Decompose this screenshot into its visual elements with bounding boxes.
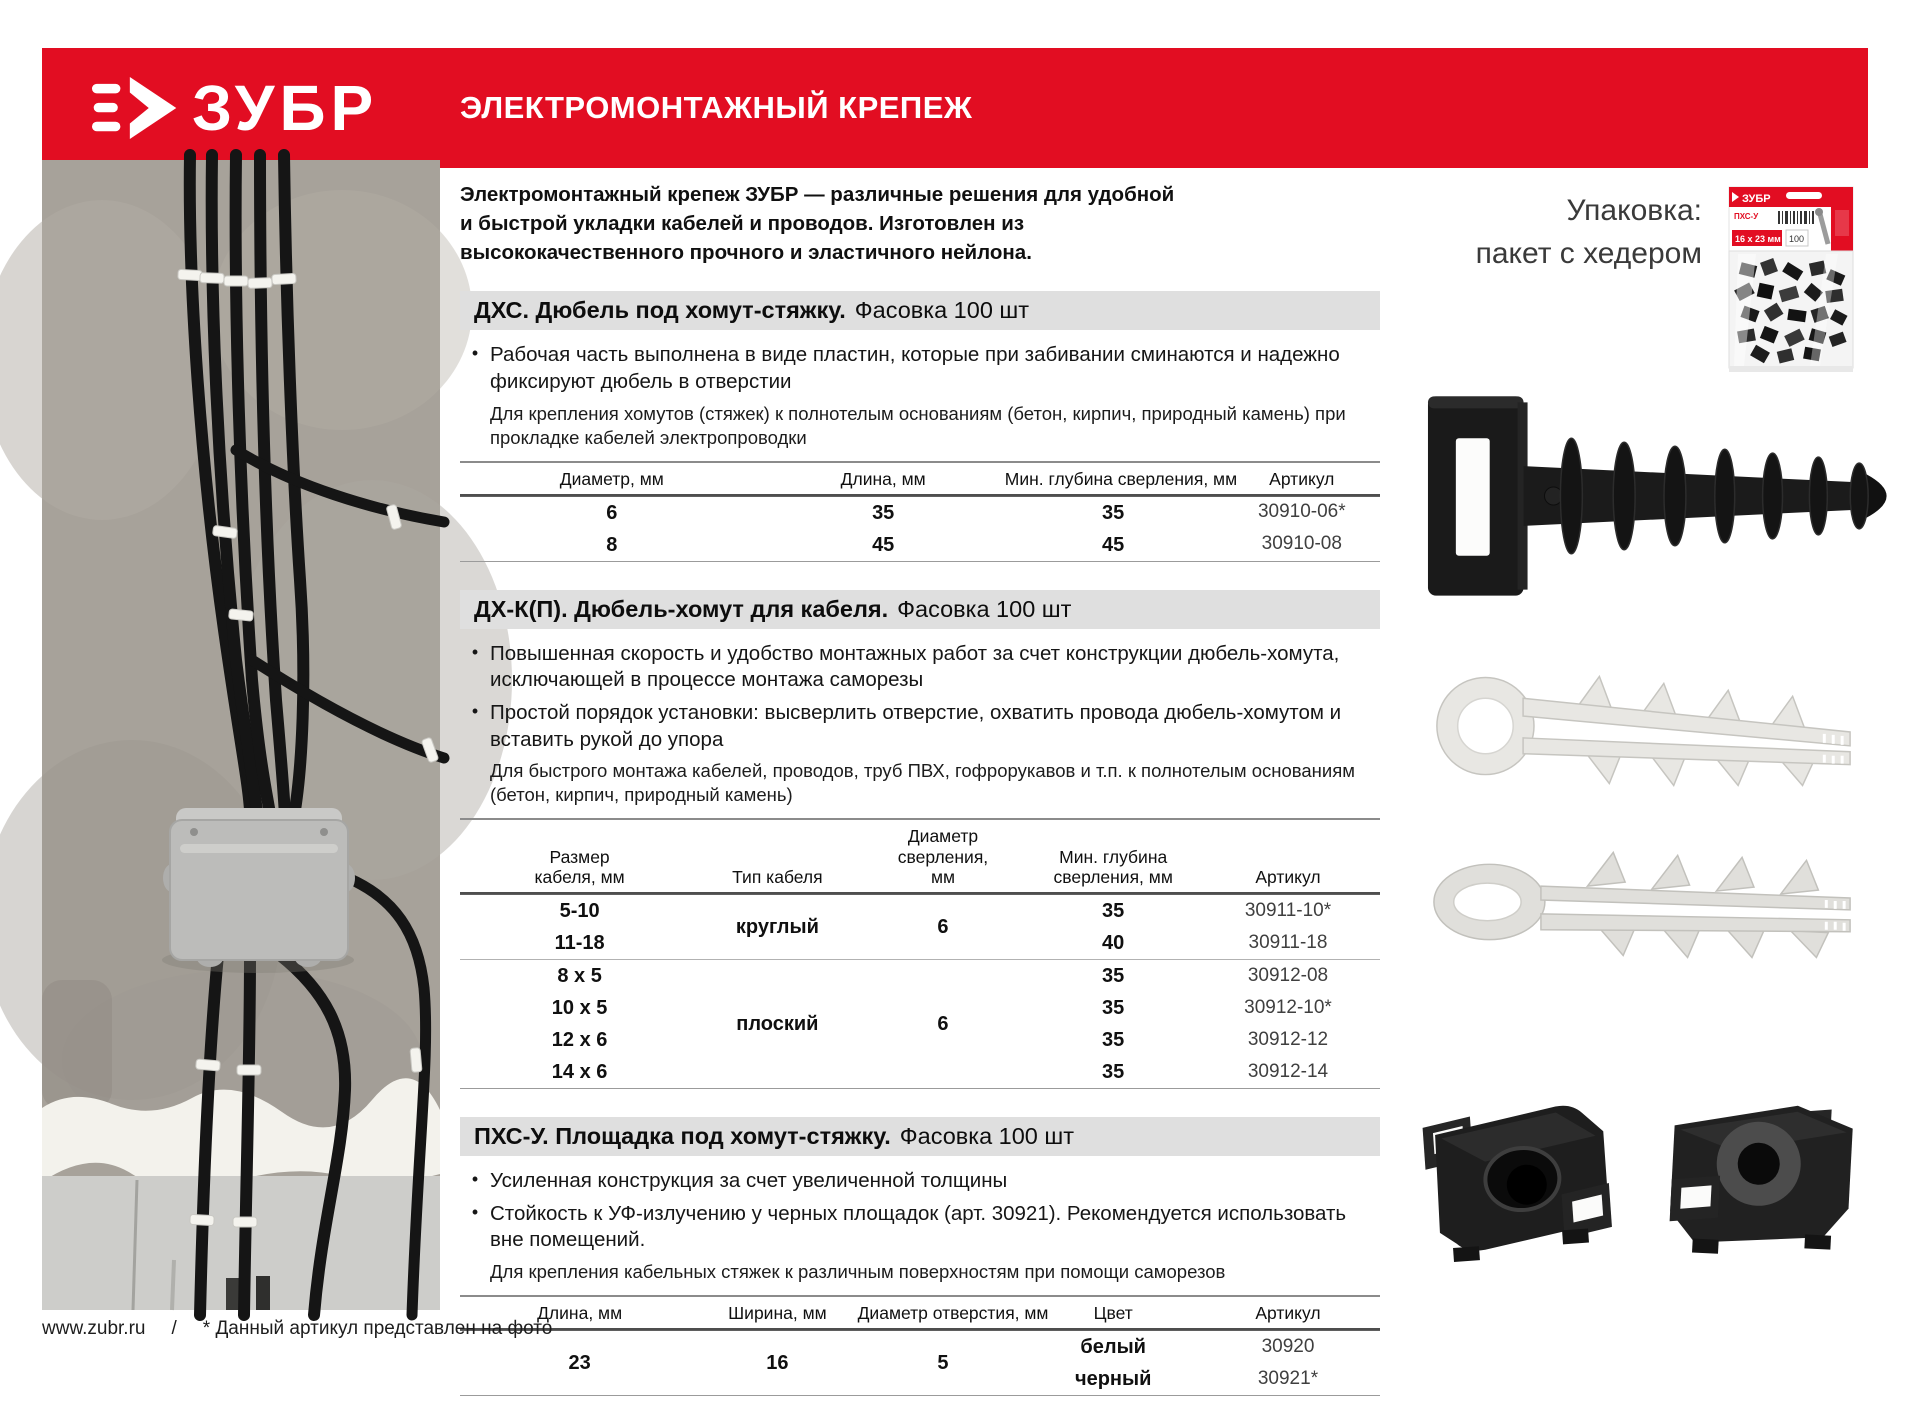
package-size: 16 х 23 мм bbox=[1735, 234, 1781, 244]
depth-cell: 45 bbox=[1003, 529, 1224, 562]
section-title-bar bbox=[460, 1117, 1380, 1156]
bullet-item: • Повышенная скорость и удобство монтажных работ за счет конструкции дюбель-хомута, исключающей в процессе монтажа саморезы bbox=[460, 641, 1380, 694]
brand-header bbox=[42, 48, 1868, 168]
section-subtitle: Фасовка 100 шт bbox=[899, 1122, 1075, 1149]
cable-type-cell: круглый bbox=[699, 894, 855, 959]
product-photo-phs-saddles bbox=[1400, 1082, 1872, 1272]
zubr-logo bbox=[92, 72, 378, 144]
brand-wordmark: ЗУБР bbox=[192, 72, 379, 144]
diameter-cell: 8 bbox=[460, 529, 764, 562]
size-cell: 14 х 6 bbox=[460, 1056, 699, 1089]
diameter-cell: 6 bbox=[460, 496, 764, 529]
depth-cell: 35 bbox=[1030, 959, 1196, 992]
product-photo-dhs-dowel bbox=[1420, 386, 1908, 606]
section-title: ДХС. Дюбель под хомут-стяжку. bbox=[474, 297, 846, 324]
column-header: Артикул bbox=[1224, 461, 1380, 496]
depth-cell: 35 bbox=[1102, 996, 1125, 1019]
package-count: 100 bbox=[1789, 234, 1805, 244]
package-photo bbox=[1728, 186, 1854, 376]
sku-cell: 30912-10* bbox=[1244, 996, 1332, 1018]
column-header: Мин. глубина сверления, мм bbox=[1030, 818, 1196, 893]
sku-cell: 30910-08 bbox=[1224, 529, 1380, 562]
table-header-row bbox=[460, 1295, 1380, 1330]
footer-separator: / bbox=[171, 1318, 177, 1339]
section-note: Для крепления кабельных стяжек к различным поверхностям при помощи саморезов bbox=[490, 1260, 1226, 1282]
sku-cell: 30912-14 bbox=[1196, 1056, 1380, 1089]
sku-cell: 30912-12 bbox=[1247, 1028, 1329, 1050]
depth-cell: 35 bbox=[1003, 496, 1224, 529]
section-subtitle: Фасовка 100 шт bbox=[897, 595, 1072, 622]
sku-cell: 30921* bbox=[1196, 1363, 1380, 1396]
column-header: Диаметр, мм bbox=[460, 461, 764, 496]
bullet-item: • Простой порядок установки: высверлить отверстие, охватить провода дюбель-хомутом и вставить рукой до упора bbox=[460, 700, 1380, 753]
column-header: Тип кабеля bbox=[699, 818, 855, 893]
size-cell: 10 х 5 bbox=[551, 996, 608, 1019]
cable-group-flat bbox=[460, 959, 1380, 1089]
section-title: ДХ-К(П). Дюбель-хомут для кабеля. bbox=[474, 595, 889, 622]
depth-cell: 35 bbox=[1102, 1028, 1125, 1051]
depth-cell: 40 bbox=[1102, 931, 1125, 954]
table-row bbox=[460, 496, 1380, 529]
table-header-row bbox=[460, 461, 1380, 496]
table-row bbox=[460, 529, 1380, 562]
intro-text: Электромонтажный крепеж ЗУБР — различные решения для удобной и быстрой укладки кабелей и проводов. Изготовлен из высококачественного прочного и эластичного нейлона. bbox=[460, 183, 1175, 265]
depth-cell: 35 bbox=[1030, 894, 1196, 927]
bullet-dot-icon: • bbox=[471, 343, 479, 364]
length-cell: 45 bbox=[764, 529, 1003, 562]
site-url: www.zubr.ru bbox=[42, 1318, 146, 1339]
column-header: Диаметр отверстия, мм bbox=[856, 1295, 1031, 1330]
column-header: Ширина, мм bbox=[699, 1295, 855, 1330]
page-footer bbox=[42, 1318, 552, 1340]
color-cell: белый bbox=[1030, 1330, 1196, 1363]
table-row bbox=[460, 894, 1380, 927]
column-header: Артикул bbox=[1196, 818, 1380, 893]
section-title-bar bbox=[460, 291, 1380, 330]
cable-group-round bbox=[460, 894, 1380, 959]
junction-box bbox=[162, 808, 355, 973]
bullet-item: • Усиленная конструкция за счет увеличенной толщины bbox=[460, 1168, 1380, 1195]
phs-spec-table bbox=[460, 1295, 1380, 1396]
footnote: * Данный артикул представлен на фото bbox=[202, 1318, 553, 1339]
package-brand: ЗУБР bbox=[1742, 193, 1771, 205]
sku-cell: 30911-18 bbox=[1248, 931, 1328, 953]
bullet-dot-icon: • bbox=[471, 1201, 479, 1222]
section-dhk bbox=[460, 590, 1380, 1089]
cable-installation-photo bbox=[42, 160, 440, 1310]
product-photo-dhk-round-clamp bbox=[1424, 668, 1860, 786]
bullet-item: • Рабочая часть выполнена в виде пластин, которые при забивании сминаются и надежно фиксируют дюбель в отверстии bbox=[460, 342, 1380, 395]
product-photo-dhk-flat-clamp bbox=[1424, 840, 1860, 958]
color-cell: черный bbox=[1030, 1363, 1196, 1396]
size-cell: 5-10 bbox=[460, 894, 699, 927]
length-cell: 23 bbox=[460, 1330, 699, 1396]
size-cell: 8 х 5 bbox=[460, 959, 699, 992]
packaging-label: Упаковка: пакет с хедером bbox=[1475, 194, 1702, 270]
table-row bbox=[460, 959, 1380, 992]
bullet-dot-icon: • bbox=[471, 641, 479, 662]
drill-diameter-cell: 6 bbox=[856, 959, 1031, 1089]
column-header: Длина, мм bbox=[460, 1295, 699, 1330]
dhk-spec-table bbox=[460, 818, 1380, 1088]
table-row bbox=[460, 1330, 1380, 1363]
bullet-dot-icon: • bbox=[471, 1168, 479, 1189]
section-note: Для быстрого монтажа кабелей, проводов, труб ПВХ, гофрорукавов и т.п. к полнотелым основаниям (бетон, кирпич, природный камень) bbox=[490, 760, 1355, 806]
size-cell: 11-18 bbox=[554, 931, 605, 954]
section-title: ПХС-У. Площадка под хомут-стяжку. bbox=[474, 1122, 891, 1149]
section-note: Для крепления хомутов (стяжек) к полнотелым основаниям (бетон, кирпич, природный камень) при прокладке кабелей электропроводки bbox=[490, 402, 1346, 448]
zubr-logo-icon bbox=[92, 72, 178, 144]
bullet-dot-icon: • bbox=[471, 701, 479, 722]
package-code: ПХС-У bbox=[1734, 212, 1759, 221]
drill-diameter-cell: 6 bbox=[856, 894, 1031, 959]
sku-cell: 30911-10* bbox=[1196, 894, 1380, 927]
cable-type-cell: плоский bbox=[699, 959, 855, 1089]
page-title: ЭЛЕКТРОМОНТАЖНЫЙ КРЕПЕЖ bbox=[460, 90, 973, 125]
section-dhs bbox=[460, 291, 1380, 562]
depth-cell: 35 bbox=[1030, 1056, 1196, 1089]
dhs-spec-table bbox=[460, 461, 1380, 562]
column-header: Мин. глубина сверления, мм bbox=[1003, 461, 1224, 496]
width-cell: 16 bbox=[699, 1330, 855, 1396]
bullet-item: • Стойкость к УФ-излучению у черных площадок (арт. 30921). Рекомендуется использовать вне помещений. bbox=[460, 1201, 1380, 1254]
column-header: Размер кабеля, мм bbox=[460, 818, 699, 893]
table-header-row bbox=[460, 818, 1380, 893]
column-header: Цвет bbox=[1030, 1295, 1196, 1330]
section-phs bbox=[460, 1117, 1380, 1396]
section-title-bar bbox=[460, 590, 1380, 629]
column-header: Длина, мм bbox=[764, 461, 1003, 496]
length-cell: 35 bbox=[764, 496, 1003, 529]
size-cell: 12 х 6 bbox=[551, 1028, 608, 1051]
sku-cell: 30920 bbox=[1196, 1330, 1380, 1363]
section-subtitle: Фасовка 100 шт bbox=[854, 297, 1030, 324]
sku-cell: 30912-08 bbox=[1196, 959, 1380, 992]
hole-diameter-cell: 5 bbox=[856, 1330, 1031, 1396]
column-header: Артикул bbox=[1196, 1295, 1380, 1330]
column-header: Диаметр сверления, мм bbox=[856, 818, 1031, 893]
main-content bbox=[460, 180, 1380, 1424]
sku-cell: 30910-06* bbox=[1224, 496, 1380, 529]
